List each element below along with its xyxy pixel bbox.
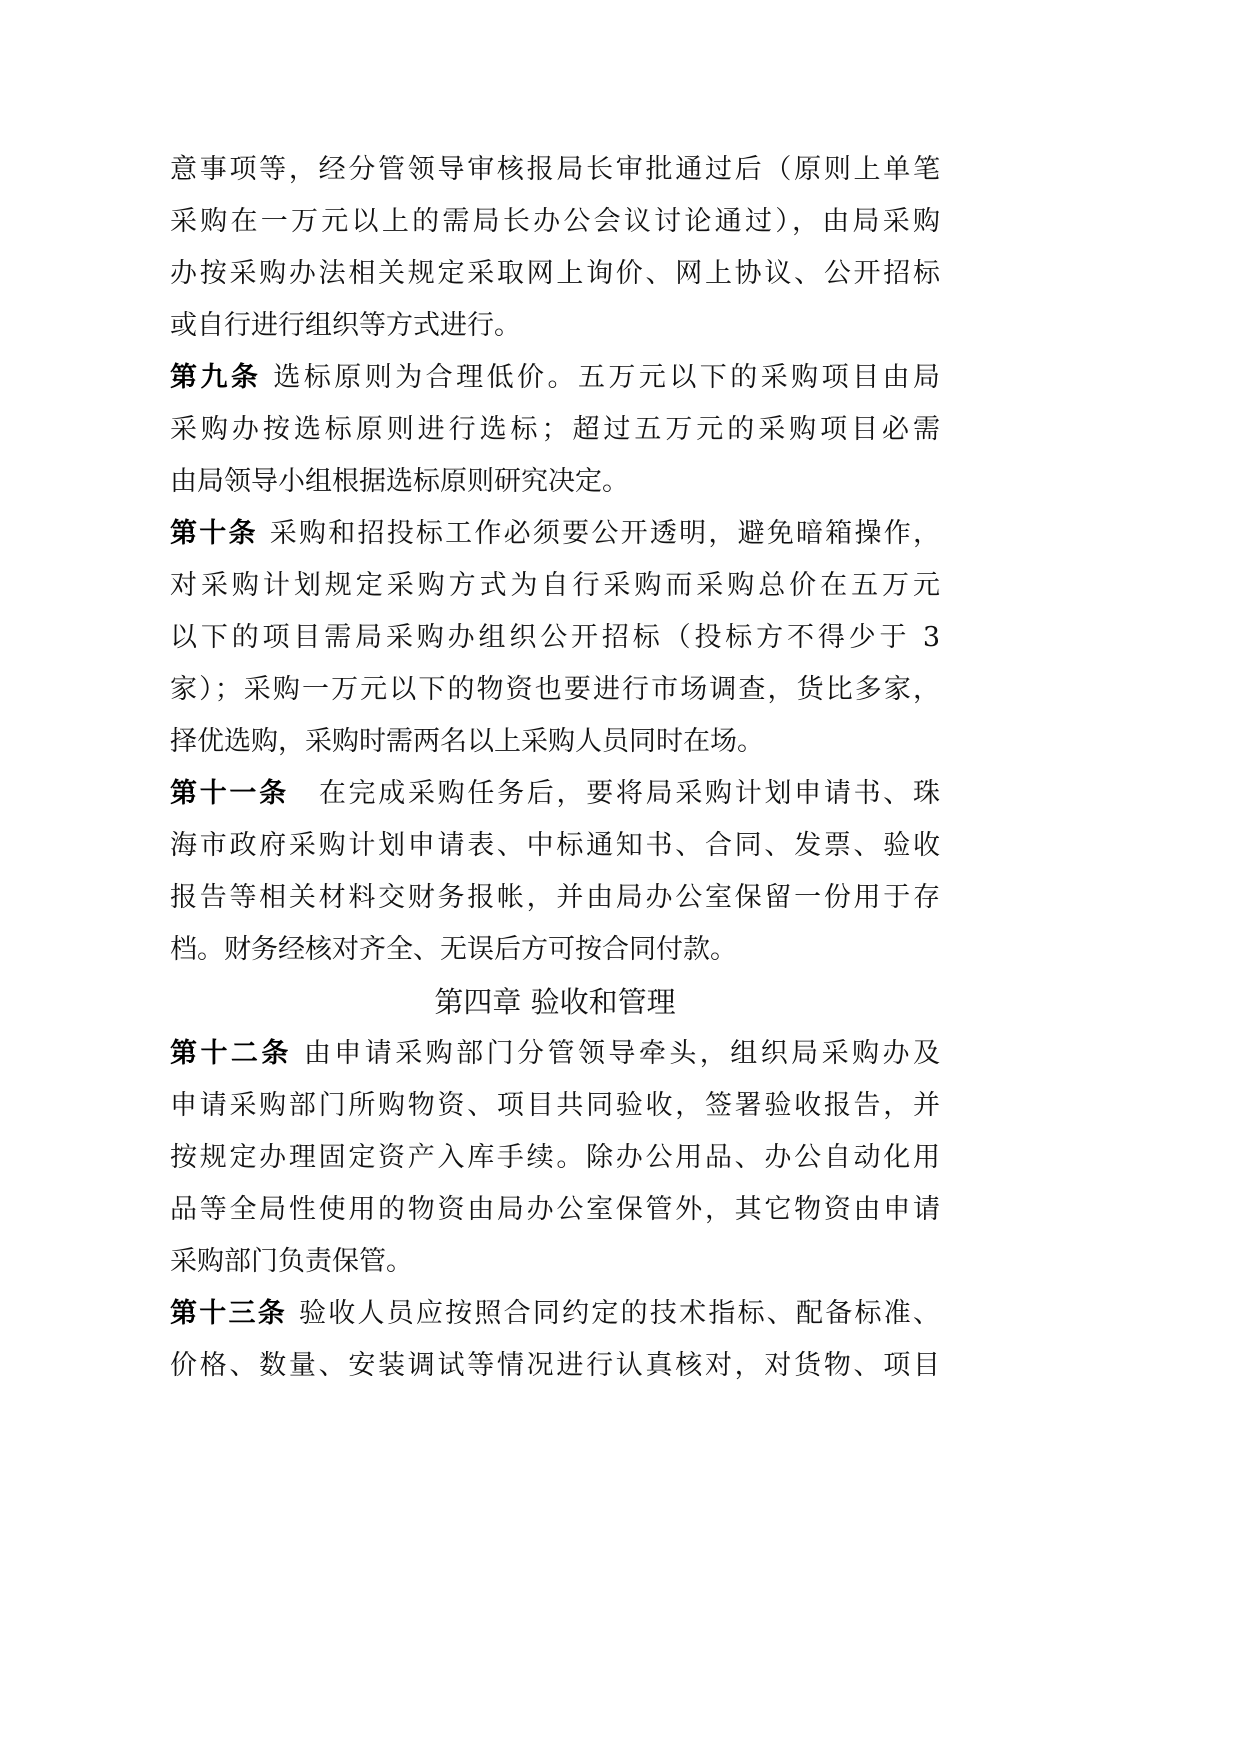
article-label: 第九条 [170,362,262,393]
paragraph-line: 择优选购，采购时需两名以上采购人员同时在场。 [170,726,764,757]
paragraph-line [170,508,940,560]
article-10 [170,508,940,768]
paragraph-line: 报告等相关材料交财务报帐，并由局办公室保留一份用于存 [170,882,940,913]
paragraph-line: 价格、数量、安装调试等情况进行认真核对，对货物、项目 [170,1350,940,1381]
line-text: 选标原则为合理低价。五万元以下的采购项目由局 [273,362,940,393]
article-13 [170,1288,940,1392]
paragraph-line: 按规定办理固定资产入库手续。除办公用品、办公自动化用 [170,1142,940,1173]
paragraph-line [170,1028,940,1080]
article-label: 第十条 [170,518,258,549]
paragraph-line: 采购办按选标原则进行选标；超过五万元的采购项目必需 [170,414,940,445]
paragraph-line: 海市政府采购计划申请表、中标通知书、合同、发票、验收 [170,830,940,861]
document-body [170,144,940,1392]
continuation-paragraph [170,144,940,352]
paragraph-line: 或自行进行组织等方式进行。 [170,310,521,341]
paragraph-line [170,768,940,820]
line-text: 由申请采购部门分管领导牵头，组织局采购办及 [303,1038,940,1069]
paragraph-line: 采购部门负责保管。 [170,1246,413,1277]
line-text: 采购和招投标工作必须要公开透明，避免暗箱操作， [269,518,940,549]
chapter-heading: 第四章 验收和管理 [434,985,676,1019]
paragraph-line: 对采购计划规定采购方式为自行采购而采购总价在五万元 [170,570,940,601]
paragraph-line [170,1288,940,1340]
paragraph-line: 采购在一万元以上的需局长办公会议讨论通过），由局采购 [170,206,940,237]
paragraph-line: 申请采购部门所购物资、项目共同验收，签署验收报告，并 [170,1090,940,1121]
paragraph-line: 意事项等，经分管领导审核报局长审批通过后（原则上单笔 [170,154,940,185]
paragraph-line: 以下的项目需局采购办组织公开招标（投标方不得少于 3 [170,622,940,653]
line-text: 验收人员应按照合同约定的技术指标、配备标准、 [298,1298,940,1329]
article-12 [170,1028,940,1288]
line-text: 在完成采购任务后，要将局采购计划申请书、珠 [318,778,940,809]
article-label: 第十一条 [170,778,289,809]
paragraph-line: 由局领导小组根据选标原则研究决定。 [170,466,629,497]
article-label: 第十三条 [170,1298,287,1329]
paragraph-line: 家）；采购一万元以下的物资也要进行市场调查，货比多家， [170,674,940,705]
article-9 [170,352,940,508]
article-label: 第十二条 [170,1038,292,1069]
paragraph-line: 办按采购办法相关规定采取网上询价、网上协议、公开招标 [170,258,940,289]
paragraph-line: 品等全局性使用的物资由局办公室保管外，其它物资由申请 [170,1194,940,1225]
paragraph-line: 档。财务经核对齐全、无误后方可按合同付款。 [170,934,737,965]
paragraph-line [170,352,940,404]
article-11 [170,768,940,976]
